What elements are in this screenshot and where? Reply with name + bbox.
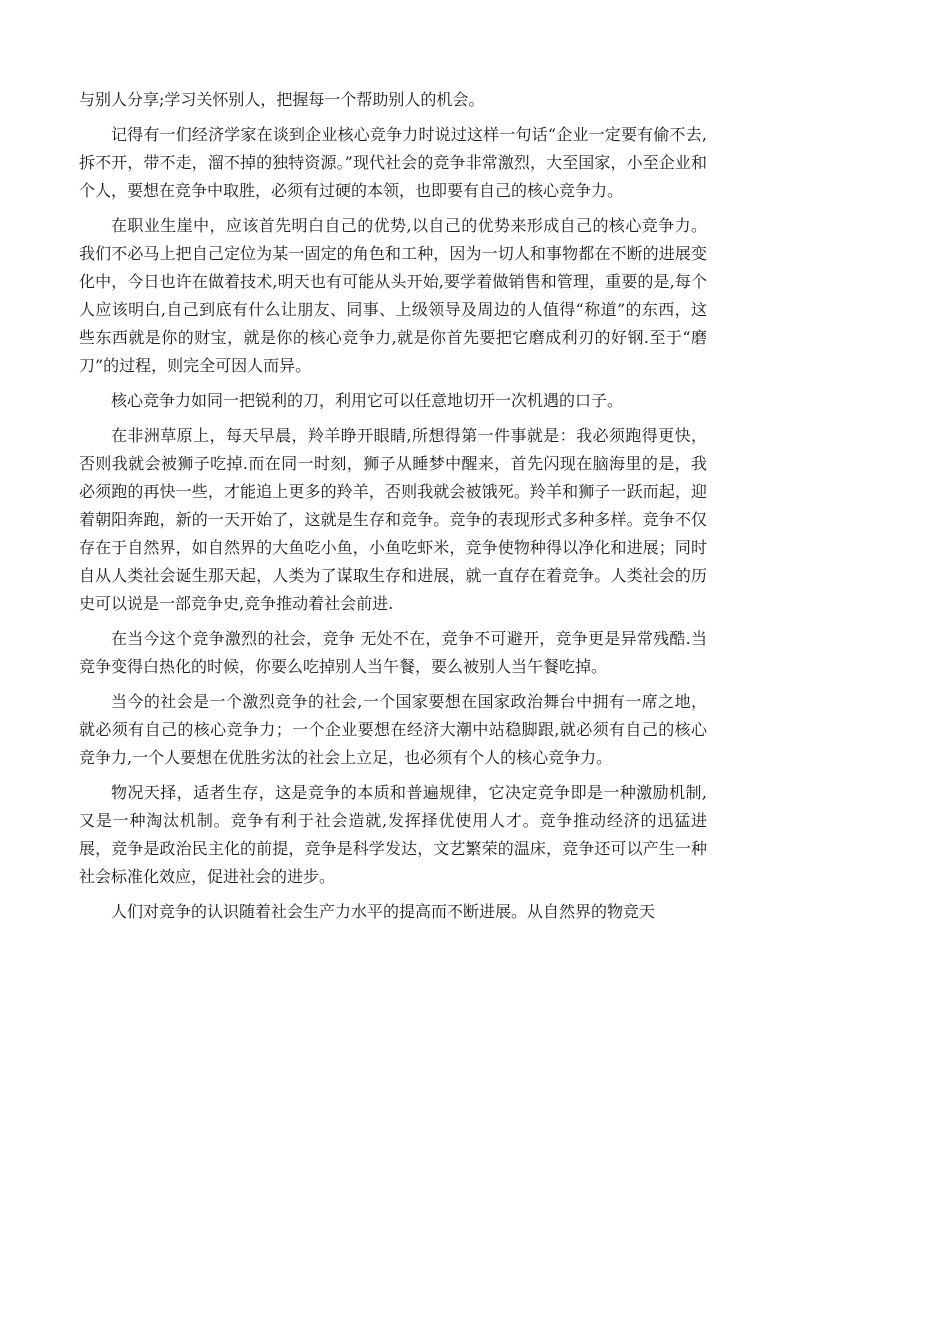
paragraph-1: 与别人分享;学习关怀别人，把握每一个帮助别人的机会。 (79, 90, 485, 109)
paragraph-4: 核心竞争力如同一把锐利的刀，利用它可以任意地切开一次机遇的口子。 (111, 391, 624, 410)
paragraph-8: 物况天择，适者生存，这是竞争的本质和普遍规律，它决定竞争即是一种激励机制,又是一种淘汰机制。竞争有利于社会造就,发挥择优使用人才。竞争推动经济的迅猛进展，竞争是政治民主化的前提，竞争是科学发达，文艺繁荣的温床，竞争还可以产生一种社会标准化效应，促进社会的进步。 (79, 783, 707, 886)
paragraph-3: 在职业生崖中，应该首先明白自己的优势,以自己的优势来形成自己的核心竞争力。我们不必马上把自己定位为某一固定的角色和工种，因为一切人和事物都在不断的进展变化中，今日也许在做着技术,明天也有可能从头开始,要学着做销售和管理，重要的是,每个人应该明白,自己到底有什么让朋友、同事、上级领导及周边的人值得“称道”的东西，这些东西就是你的财宝，就是你的核心竞争力,就是你首先要把它磨成利刃的好钢.至于“磨刀”的过程，则完全可因人而异。 (79, 216, 707, 375)
paragraph-9: 人们对竞争的认识随着社会生产力水平的提高而不断进展。从自然界的物竞天 (111, 902, 656, 921)
paragraph-2: 记得有一们经济学家在谈到企业核心竞争力时说过这样一句话“企业一定要有偷不去,拆不开，带不走，溜不掉的独特资源。”现代社会的竞争非常激烈，大至国家，小至企业和个人，要想在竞争中取胜，必须有过硬的本领，也即要有自己的核心竞争力。 (79, 125, 707, 200)
paragraph-5: 在非洲草原上，每天早晨，羚羊睁开眼睛,所想得第一件事就是：我必须跑得更快，否则我就会被狮子吃掉.而在同一时刻，狮子从睡梦中醒来，首先闪现在脑海里的是，我必须跑的再快一些，才能追上更多的羚羊，否则我就会被饿死。羚羊和狮子一跃而起，迎着朝阳奔跑，新的一天开始了，这就是生存和竞争。竞争的表现形式多种多样。竞争不仅存在于自然界，如自然界的大鱼吃小鱼，小鱼吃虾米，竞争使物种得以净化和进展；同时自从人类社会诞生那天起，人类为了谋取生存和进展，就一直存在着竞争。人类社会的历史可以说是一部竞争史,竞争推动着社会前进. (79, 426, 707, 613)
document-body (79, 86, 707, 926)
paragraph-7: 当今的社会是一个激烈竞争的社会,一个国家要想在国家政治舞台中拥有一席之地，就必须有自己的核心竞争力；一个企业要想在经济大潮中站稳脚跟,就必须有自己的核心竞争力,一个人要想在优胜劣汰的社会上立足，也必须有个人的核心竞争力。 (79, 692, 707, 767)
paragraph-6: 在当今这个竞争激烈的社会，竞争 无处不在，竞争不可避开，竞争更是异常残酷.当竞争变得白热化的时候，你要么吃掉别人当午餐，要么被别人当午餐吃掉。 (79, 629, 707, 676)
